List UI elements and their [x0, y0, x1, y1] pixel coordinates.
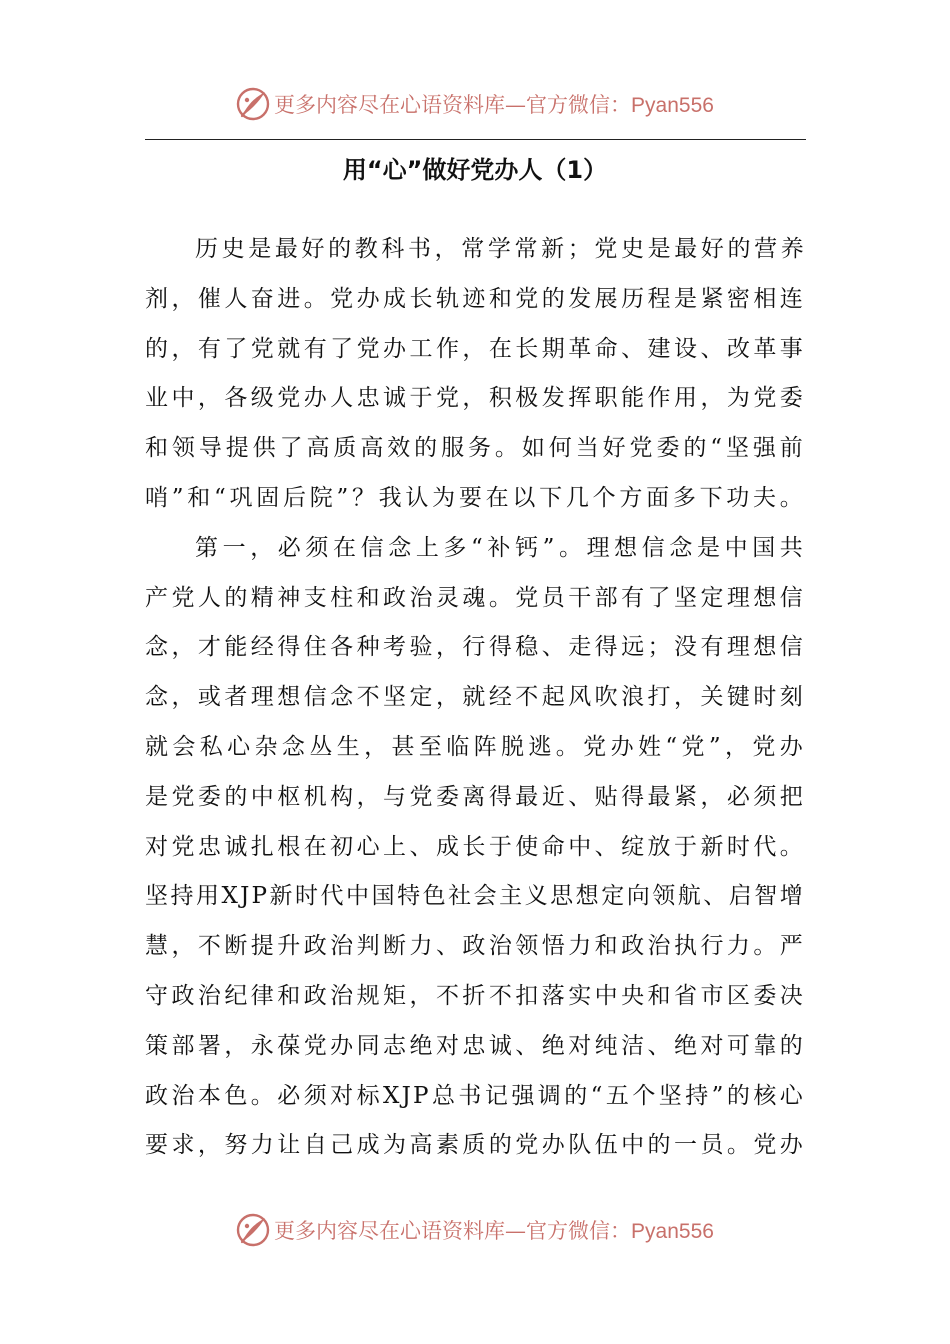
- quill-pen-logo-icon: [236, 87, 270, 121]
- header-banner-text: [274, 89, 714, 119]
- footer-banner-separator: —: [505, 1219, 527, 1243]
- body-line: 念，或者理想信念不坚定，就经不起风吹浪打，关键时刻: [145, 684, 805, 711]
- body-line: 是党委的中枢机构，与党委离得最近、贴得最紧，必须把: [145, 783, 805, 810]
- header-divider: [145, 139, 806, 140]
- body-line: 对党忠诚扎根在初心上、成长于使命中、绽放于新时代。: [145, 833, 805, 860]
- body-line: 坚持用XJP新时代中国特色社会主义思想定向领航、启智增: [145, 883, 805, 910]
- footer-wechat-id: Pyan556: [631, 1220, 714, 1243]
- body-line: 守政治纪律和政治规矩，不折不扣落实中央和省市区委决: [145, 982, 805, 1009]
- body-line: 业中，各级党办人忠诚于党，积极发挥职能作用，为党委: [145, 385, 805, 412]
- body-line: 要求，努力让自己成为高素质的党办队伍中的一员。党办: [145, 1132, 805, 1159]
- footer-wechat-label: 官方微信：: [526, 1219, 632, 1243]
- footer-banner-text: [274, 1215, 714, 1245]
- body-line: 策部署，永葆党办同志绝对忠诚、绝对纯洁、绝对可靠的: [145, 1032, 805, 1059]
- document-body: [145, 225, 805, 1171]
- header-banner: [0, 84, 950, 124]
- body-line: 剂，催人奋进。党办成长轨迹和党的发展历程是紧密相连: [145, 285, 805, 312]
- body-line: 和领导提供了高质高效的服务。如何当好党委的“坚强前: [145, 435, 805, 462]
- header-wechat-id: Pyan556: [631, 94, 714, 117]
- quill-pen-logo-icon: [236, 1213, 270, 1247]
- body-line: 第一，必须在信念上多“补钙”。理想信念是中国共: [195, 534, 805, 561]
- header-banner-separator: —: [505, 93, 527, 117]
- body-line: 慧，不断提升政治判断力、政治领悟力和政治执行力。严: [145, 933, 805, 960]
- header-wechat-label: 官方微信：: [526, 93, 632, 117]
- body-line: 就会私心杂念丛生，甚至临阵脱逃。党办姓“党”，党办: [145, 733, 805, 760]
- body-line: 政治本色。必须对标XJP总书记强调的“五个坚持”的核心: [145, 1082, 805, 1109]
- body-line: 产党人的精神支柱和政治灵魂。党员干部有了坚定理想信: [145, 584, 805, 611]
- body-line: 哨”和“巩固后院”？我认为要在以下几个方面多下功夫。: [145, 484, 805, 511]
- footer-banner-slogan: 更多内容尽在心语资料库: [274, 1219, 506, 1243]
- body-line: 的，有了党就有了党办工作，在长期革命、建设、改革事: [145, 335, 805, 362]
- header-banner-slogan: 更多内容尽在心语资料库: [274, 93, 506, 117]
- body-line: 念，才能经得住各种考验，行得稳、走得远；没有理想信: [145, 634, 805, 661]
- body-line: 历史是最好的教科书，常学常新；党史是最好的营养: [195, 236, 805, 262]
- page-title: 用“心”做好党办人（1）: [342, 156, 608, 184]
- footer-banner: [0, 1210, 950, 1250]
